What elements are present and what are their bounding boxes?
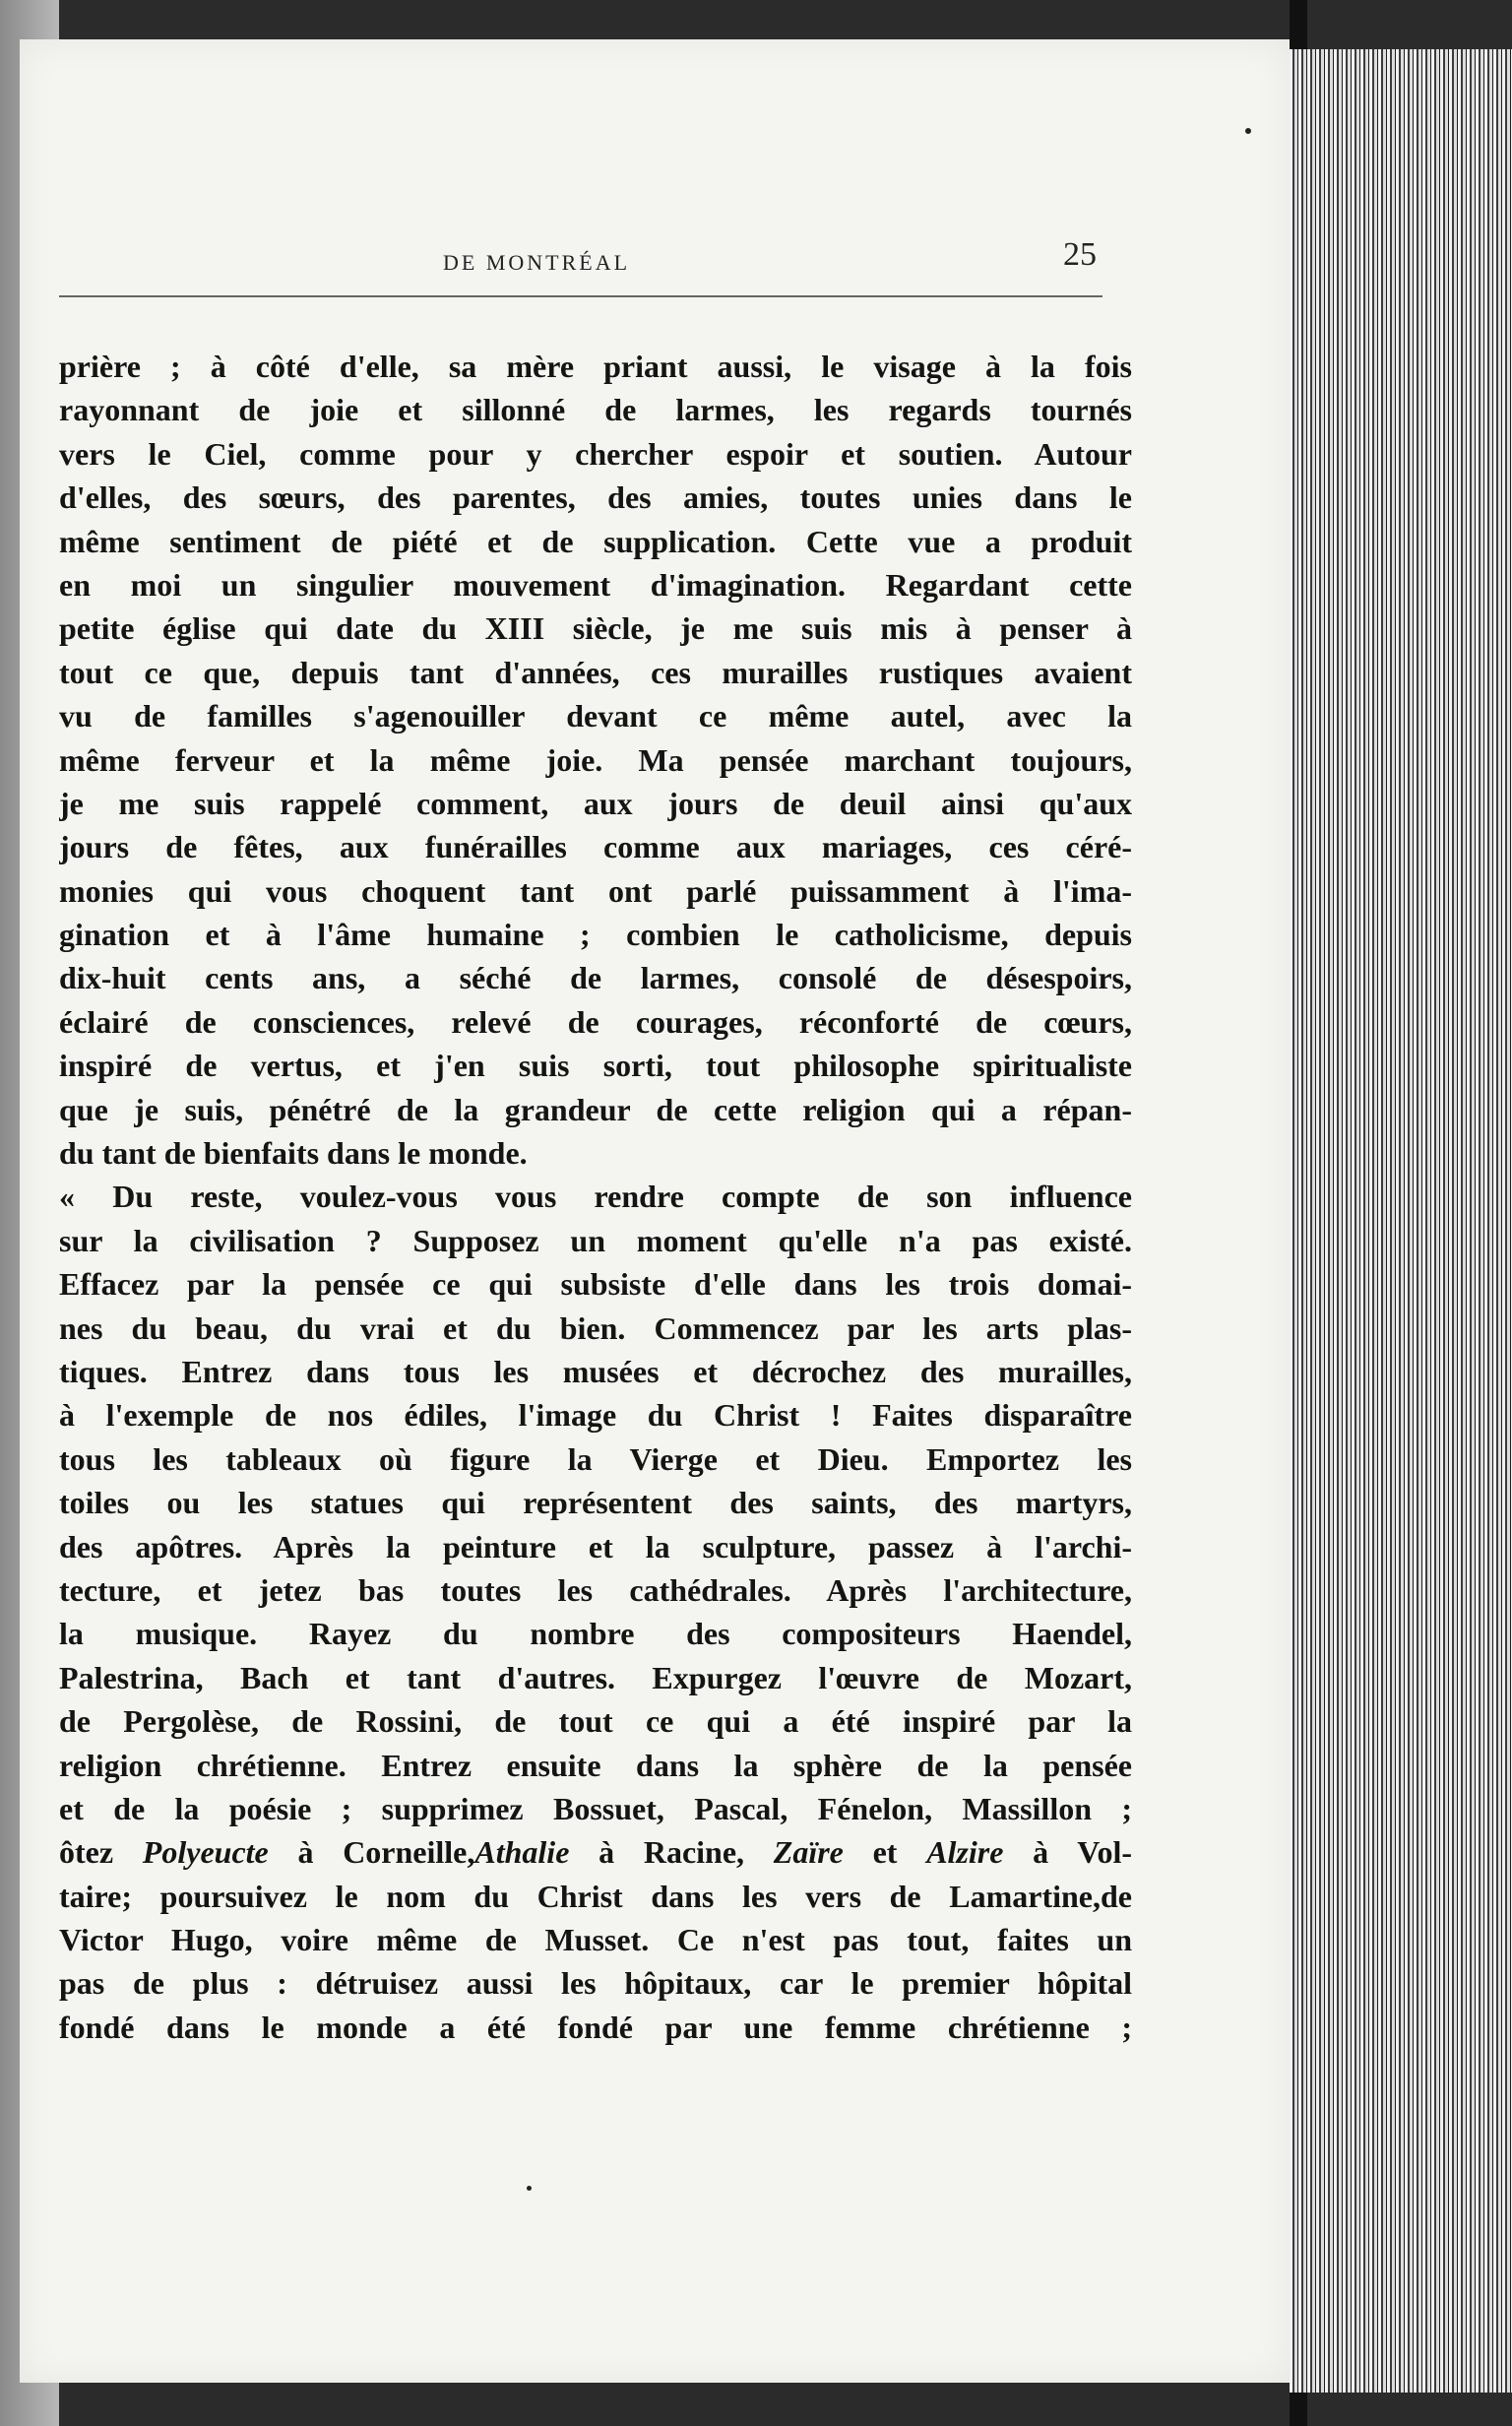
text-line: Palestrina, Bach et tant d'autres. Expurgez l'œuvre de Mozart,: [59, 1659, 1132, 1695]
text-line: que je suis, pénétré de la grandeur de cette religion qui a répan-: [59, 1091, 1132, 1127]
text-line: de Pergolèse, de Rossini, de tout ce qui a été inspiré par la: [59, 1703, 1132, 1740]
text-line: la musique. Rayez du nombre des compositeurs Haendel,: [59, 1616, 1132, 1652]
text-line: sur la civilisation ? Supposez un moment qu'elle n'a pas existé.: [59, 1222, 1132, 1258]
running-head: DE MONTRÉAL: [443, 250, 631, 275]
text-line: d'elles, des sœurs, des parentes, des amies, toutes unies dans le: [59, 479, 1132, 516]
text-line: Effacez par la pensée ce qui subsiste d'elle dans les trois domai-: [59, 1266, 1132, 1303]
text-line: nes du beau, du vrai et du bien. Commencez par les arts plas-: [59, 1309, 1132, 1346]
text-line: inspiré de vertus, et j'en suis sorti, tout philosophe spiritualiste: [59, 1048, 1132, 1084]
text-line: Victor Hugo, voire même de Musset. Ce n'est pas tout, faites un: [59, 1922, 1132, 1958]
text-line: vu de familles s'agenouiller devant ce même autel, avec la: [59, 698, 1132, 734]
text-line: rayonnant de joie et sillonné de larmes, les regards tournés: [59, 392, 1132, 428]
text-line: vers le Ciel, comme pour y chercher espoir et soutien. Autour: [59, 435, 1132, 472]
ink-speck: [527, 2186, 532, 2191]
text-fragment: ôtez: [59, 1834, 143, 1871]
text-fragment: à Vol-: [1003, 1834, 1132, 1871]
text-line: tiques. Entrez dans tous les musées et décrochez des murailles,: [59, 1353, 1132, 1389]
text-line: monies qui vous choquent tant ont parlé puissamment à l'ima-: [59, 872, 1132, 909]
text-line: taire; poursuivez le nom du Christ dans les vers de Lamartine,de: [59, 1878, 1132, 1914]
text-line: même ferveur et la même joie. Ma pensée marchant toujours,: [59, 741, 1132, 778]
page-number: 25: [1063, 236, 1097, 273]
book-page: [20, 39, 1290, 2383]
text-line: petite église qui date du XIII siècle, je me suis mis à penser à: [59, 610, 1132, 647]
text-fragment: à Racine,: [569, 1834, 774, 1871]
text-line: je me suis rappelé comment, aux jours de deuil ainsi qu'aux: [59, 785, 1132, 821]
text-line: fondé dans le monde a été fondé par une femme chrétienne ;: [59, 2009, 1132, 2045]
text-line: à l'exemple de nos édiles, l'image du Christ ! Faites disparaître: [59, 1397, 1132, 1434]
text-fragment: et: [843, 1834, 927, 1871]
work-title-alzire: Alzire: [926, 1834, 1004, 1871]
text-line-with-titles: [59, 1830, 1132, 1874]
text-fragment: à Corneille,: [268, 1834, 475, 1871]
text-line: jours de fêtes, aux funérailles comme aux mariages, ces céré-: [59, 829, 1132, 865]
text-line: dix-huit cents ans, a séché de larmes, consolé de désespoirs,: [59, 960, 1132, 996]
text-line: religion chrétienne. Entrez ensuite dans la sphère de la pensée: [59, 1747, 1132, 1783]
text-line: tous les tableaux où figure la Vierge et Dieu. Emportez les: [59, 1440, 1132, 1477]
header-rule: [59, 295, 1102, 297]
text-line: et de la poésie ; supprimez Bossuet, Pascal, Fénelon, Massillon ;: [59, 1790, 1132, 1826]
text-line: des apôtres. Après la peinture et la sculpture, passez à l'archi-: [59, 1528, 1132, 1564]
book-page-edges: [1290, 49, 1512, 2393]
ink-speck: [1245, 128, 1251, 134]
page-header: [20, 236, 1122, 276]
work-title-polyeucte: Polyeucte: [142, 1834, 269, 1871]
work-title-athalie: Athalie: [474, 1834, 570, 1871]
paragraph-end-line: du tant de bienfaits dans le monde.: [59, 1135, 528, 1172]
body-text: [59, 345, 1132, 2049]
text-line: « Du reste, voulez-vous vous rendre compte de son influence: [59, 1179, 1132, 1215]
text-line: gination et à l'âme humaine ; combien le catholicisme, depuis: [59, 917, 1132, 953]
text-line: tout ce que, depuis tant d'années, ces murailles rustiques avaient: [59, 654, 1132, 690]
text-line: pas de plus : détruisez aussi les hôpitaux, car le premier hôpital: [59, 1965, 1132, 2002]
text-line: éclairé de consciences, relevé de courages, réconforté de cœurs,: [59, 1003, 1132, 1040]
work-title-zaire: Zaïre: [773, 1834, 844, 1871]
text-line: en moi un singulier mouvement d'imagination. Regardant cette: [59, 566, 1132, 603]
text-line: tecture, et jetez bas toutes les cathédrales. Après l'architecture,: [59, 1571, 1132, 1608]
text-line: même sentiment de piété et de supplication. Cette vue a produit: [59, 523, 1132, 559]
text-line: toiles ou les statues qui représentent des saints, des martyrs,: [59, 1485, 1132, 1521]
text-line: prière ; à côté d'elle, sa mère priant aussi, le visage à la fois: [59, 349, 1132, 384]
